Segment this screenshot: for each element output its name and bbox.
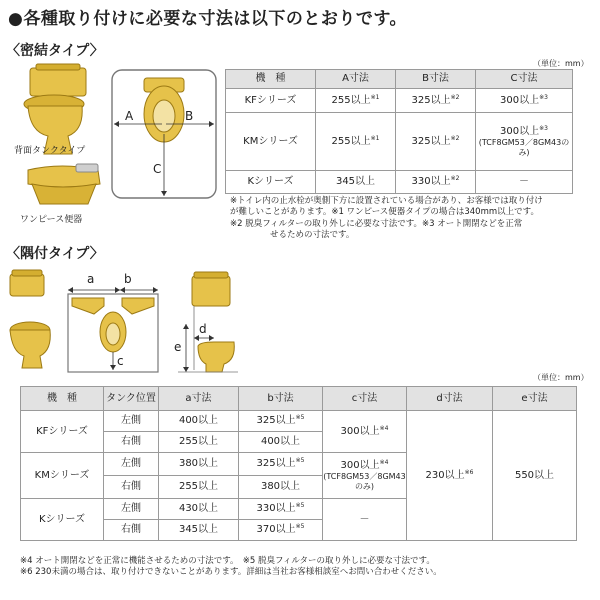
cell-side: 右側 bbox=[104, 476, 159, 499]
cell-b: 325以上$^{※2}$ bbox=[396, 113, 476, 171]
cell-b: 325以上$^{※5}$ bbox=[239, 411, 323, 432]
table-row bbox=[226, 89, 573, 113]
cell-a: 255以上 bbox=[159, 432, 239, 453]
cell-model: KFシリーズ bbox=[21, 411, 104, 453]
header-c: c寸法 bbox=[323, 387, 407, 411]
cell-c-note: (TCF8GM53／8GM43のみ) bbox=[323, 472, 406, 491]
cell-a: 400以上 bbox=[159, 411, 239, 432]
cell-c: 300以上$^{※4}$ (TCF8GM53／8GM43のみ) bbox=[323, 453, 407, 499]
unit-label-2: （単位：mm） bbox=[533, 373, 589, 382]
header-b: B寸法 bbox=[396, 70, 476, 89]
cell-d: 230以上$^{※6}$ bbox=[407, 411, 493, 541]
section-title-close-coupled: 〈密結タイプ〉 bbox=[6, 43, 104, 59]
corner-spec-table bbox=[20, 386, 577, 541]
cell-side: 右側 bbox=[104, 432, 159, 453]
cell-b: 330以上$^{※2}$ bbox=[396, 171, 476, 194]
dim-label-e: e bbox=[174, 340, 182, 354]
cell-a: 255以上 bbox=[159, 476, 239, 499]
cell-a: 255以上$^{※1}$ bbox=[316, 89, 396, 113]
header-a: a寸法 bbox=[159, 387, 239, 411]
header-model: 機 種 bbox=[226, 70, 316, 89]
cell-c-note: (TCF8GM53／8GM43のみ) bbox=[478, 138, 570, 157]
cell-c: 300以上$^{※4}$ bbox=[323, 411, 407, 453]
header-c: C寸法 bbox=[476, 70, 573, 89]
table-row bbox=[226, 171, 573, 194]
dim-label-c: c bbox=[117, 354, 124, 368]
cell-side: 右側 bbox=[104, 520, 159, 541]
header-d: d寸法 bbox=[407, 387, 493, 411]
cell-a: 380以上 bbox=[159, 453, 239, 476]
header-b: b寸法 bbox=[239, 387, 323, 411]
cell-side: 左側 bbox=[104, 499, 159, 520]
cell-a: 430以上 bbox=[159, 499, 239, 520]
cell-b: 380以上 bbox=[239, 476, 323, 499]
close-coupled-spec-table bbox=[225, 69, 573, 194]
cell-model: Kシリーズ bbox=[226, 171, 316, 194]
cell-b: 325以上$^{※2}$ bbox=[396, 89, 476, 113]
header-a: A寸法 bbox=[316, 70, 396, 89]
cell-e: 550以上 bbox=[493, 411, 577, 541]
section-title-corner: 〈隅付タイプ〉 bbox=[6, 246, 104, 262]
cell-a: 345以上 bbox=[316, 171, 396, 194]
cell-a: 255以上$^{※1}$ bbox=[316, 113, 396, 171]
caption-rear-tank: 背面タンクタイプ bbox=[14, 146, 86, 156]
table-row bbox=[21, 411, 577, 432]
corner-side-view-diagram bbox=[176, 270, 240, 376]
notes-close-coupled: ※トイレ内の止水栓が奥側下方に設置されている場合があり、お客様では取り付け が難しいことがあります。※1 ワンピース便器タイプの場合は340mm以上です。 ※2 脱臭フィルターの取り外しに必要な寸法です。※3 オート開閉などを正常 せるための寸法です。 bbox=[230, 196, 543, 241]
cell-model: KFシリーズ bbox=[226, 89, 316, 113]
header-e: e寸法 bbox=[493, 387, 577, 411]
page-title: ●各種取り付けに必要な寸法は以下のとおりです。 bbox=[8, 9, 407, 29]
notes-corner: ※4 オート開閉などを正常に機能させるための寸法です。 ※5 脱臭フィルターの取り外しに必要な寸法です。 ※6 230未満の場合は、取り付けできないことがあります。詳細は当社お客様相談室へお問い合わせください。 bbox=[20, 556, 442, 578]
cell-model: KMシリーズ bbox=[226, 113, 316, 171]
dim-label-b: b bbox=[124, 272, 132, 286]
dim-label-B: B bbox=[185, 109, 194, 123]
cell-b: 370以上$^{※5}$ bbox=[239, 520, 323, 541]
header-tank-position: タンク位置 bbox=[104, 387, 159, 411]
cell-b: 325以上$^{※5}$ bbox=[239, 453, 323, 476]
cell-c: － bbox=[476, 171, 573, 194]
dim-label-C: C bbox=[153, 162, 162, 176]
cell-a: 345以上 bbox=[159, 520, 239, 541]
table-row bbox=[226, 113, 573, 171]
cell-side: 左側 bbox=[104, 411, 159, 432]
caption-one-piece: ワンピース便器 bbox=[20, 215, 83, 225]
cell-c: 300以上$^{※3}$ bbox=[476, 89, 573, 113]
cell-side: 左側 bbox=[104, 453, 159, 476]
unit-label-1: （単位：mm） bbox=[533, 59, 589, 68]
corner-plan-diagram bbox=[64, 286, 164, 374]
header-model: 機 種 bbox=[21, 387, 104, 411]
dim-label-a: a bbox=[87, 272, 95, 286]
cell-model: Kシリーズ bbox=[21, 499, 104, 541]
cell-c: － bbox=[323, 499, 407, 541]
cell-b: 400以上 bbox=[239, 432, 323, 453]
cell-c: 300以上$^{※3}$ (TCF8GM53／8GM43のみ) bbox=[476, 113, 573, 171]
cell-b: 330以上$^{※5}$ bbox=[239, 499, 323, 520]
cell-model: KMシリーズ bbox=[21, 453, 104, 499]
close-coupled-plan-diagram bbox=[108, 68, 220, 200]
dim-label-d: d bbox=[199, 322, 207, 336]
dim-label-A: A bbox=[125, 109, 134, 123]
corner-tank-toilet-illustration bbox=[6, 268, 58, 372]
one-piece-toilet-illustration bbox=[22, 160, 106, 208]
